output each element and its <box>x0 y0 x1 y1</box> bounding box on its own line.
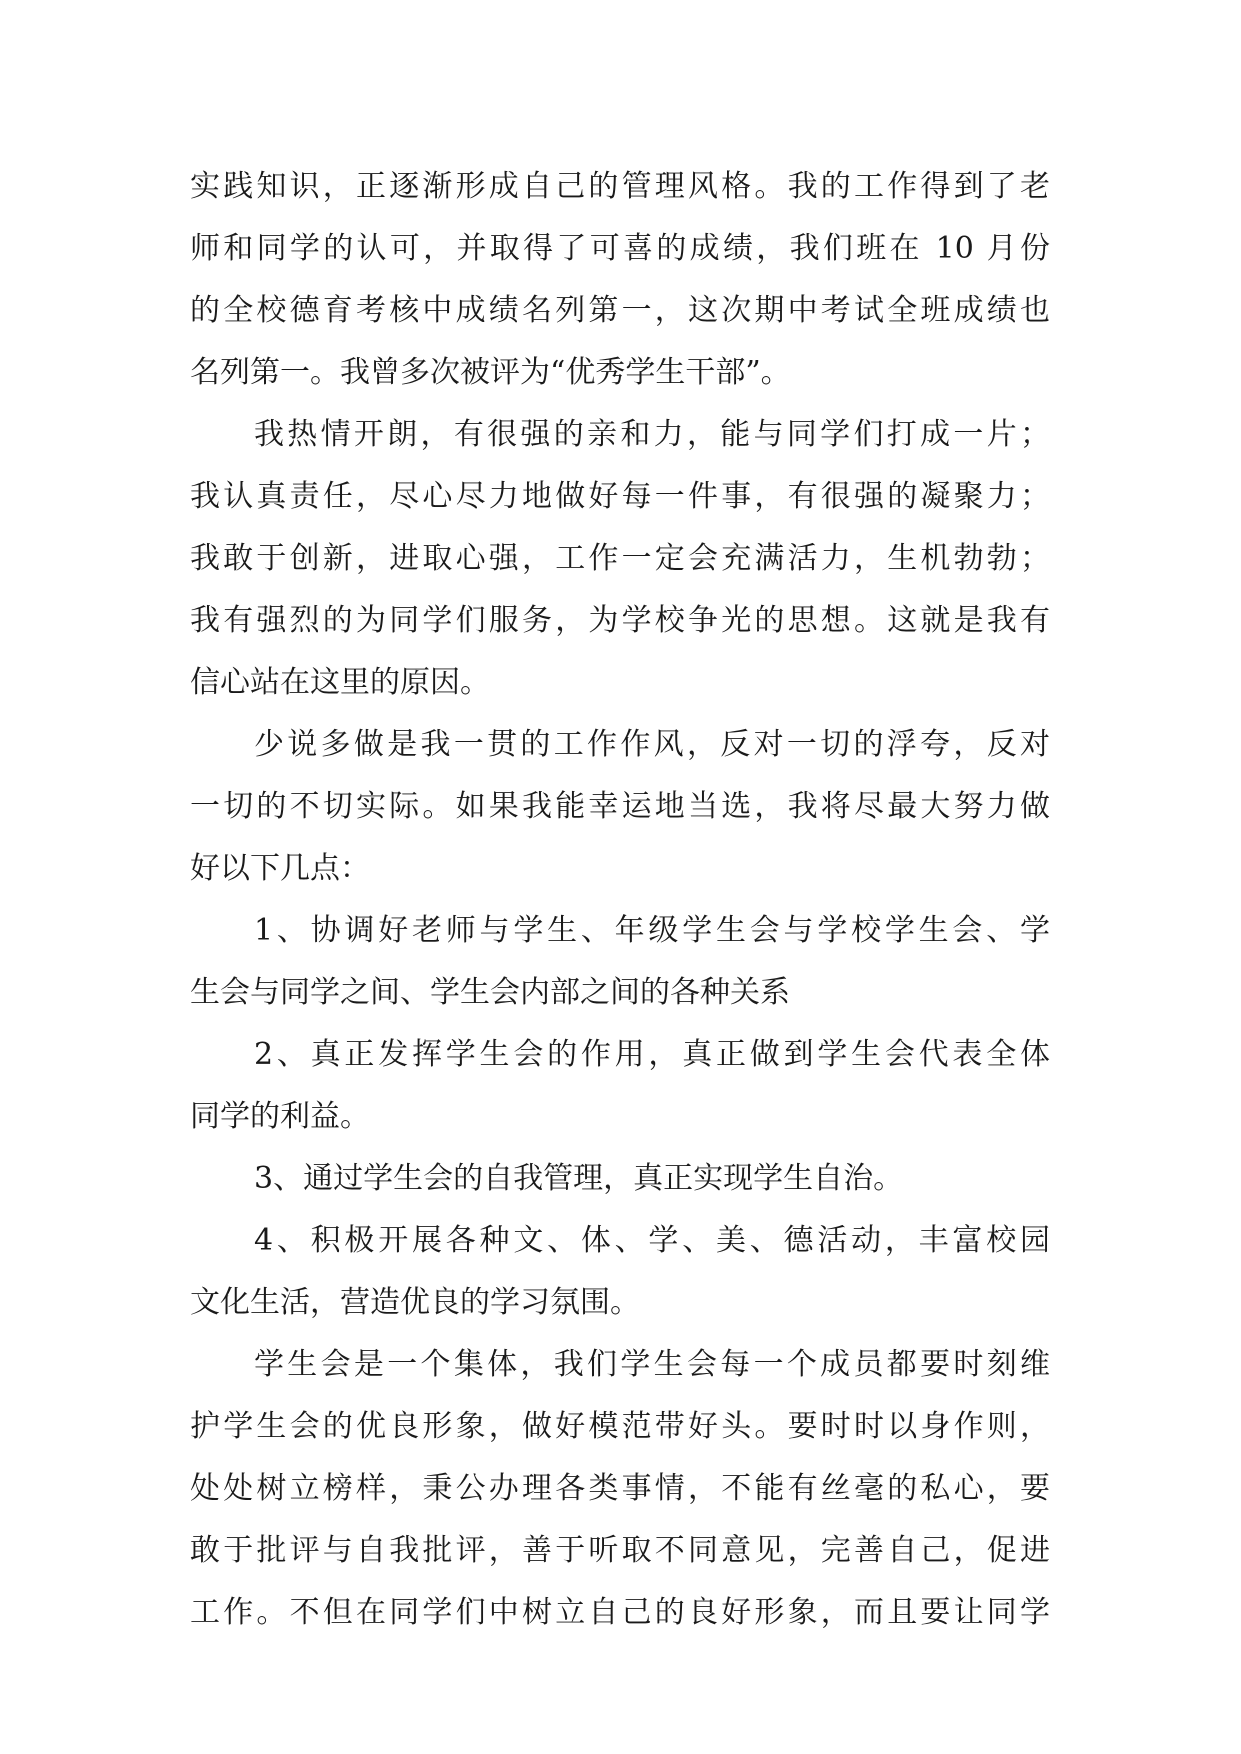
text-line: 3、通过学生会的自我管理，真正实现学生自治。 <box>254 1161 904 1196</box>
text-line: 文化生活，营造优良的学习氛围。 <box>190 1285 640 1320</box>
text-line: 学生会是一个集体，我们学生会每一个成员都要时刻维 <box>254 1347 1050 1382</box>
text-line: 4、积极开展各种文、体、学、美、德活动，丰富校园 <box>254 1223 1050 1258</box>
text-line: 我有强烈的为同学们服务，为学校争光的思想。这就是我有 <box>190 603 1050 638</box>
text-line: 工作。不但在同学们中树立自己的良好形象，而且要让同学 <box>190 1595 1050 1630</box>
text-line: 同学的利益。 <box>190 1099 370 1134</box>
text-line: 敢于批评与自我批评，善于听取不同意见，完善自己，促进 <box>190 1533 1050 1568</box>
text-line: 我认真责任，尽心尽力地做好每一件事，有很强的凝聚力； <box>190 479 1050 514</box>
text-line: 实践知识，正逐渐形成自己的管理风格。我的工作得到了老 <box>190 169 1050 204</box>
text-line: 师和同学的认可，并取得了可喜的成绩，我们班在 10 月份 <box>190 231 1050 266</box>
text-line: 好以下几点： <box>190 851 370 886</box>
text-line: 少说多做是我一贯的工作作风，反对一切的浮夸，反对 <box>254 727 1050 762</box>
text-line: 名列第一。我曾多次被评为“优秀学生干部”。 <box>190 355 791 390</box>
body-text <box>190 156 1050 1644</box>
text-line: 生会与同学之间、学生会内部之间的各种关系 <box>190 975 790 1010</box>
text-line: 一切的不切实际。如果我能幸运地当选，我将尽最大努力做 <box>190 789 1050 824</box>
text-line: 处处树立榜样，秉公办理各类事情，不能有丝毫的私心，要 <box>190 1471 1050 1506</box>
text-line: 的全校德育考核中成绩名列第一，这次期中考试全班成绩也 <box>190 293 1050 328</box>
text-line: 我热情开朗，有很强的亲和力，能与同学们打成一片； <box>254 417 1050 452</box>
text-line: 2、真正发挥学生会的作用，真正做到学生会代表全体 <box>254 1037 1050 1072</box>
text-line: 我敢于创新，进取心强，工作一定会充满活力，生机勃勃； <box>190 541 1050 576</box>
text-line: 信心站在这里的原因。 <box>190 665 490 700</box>
text-line: 1、协调好老师与学生、年级学生会与学校学生会、学 <box>254 913 1050 948</box>
text-line: 护学生会的优良形象，做好模范带好头。要时时以身作则， <box>190 1409 1050 1444</box>
